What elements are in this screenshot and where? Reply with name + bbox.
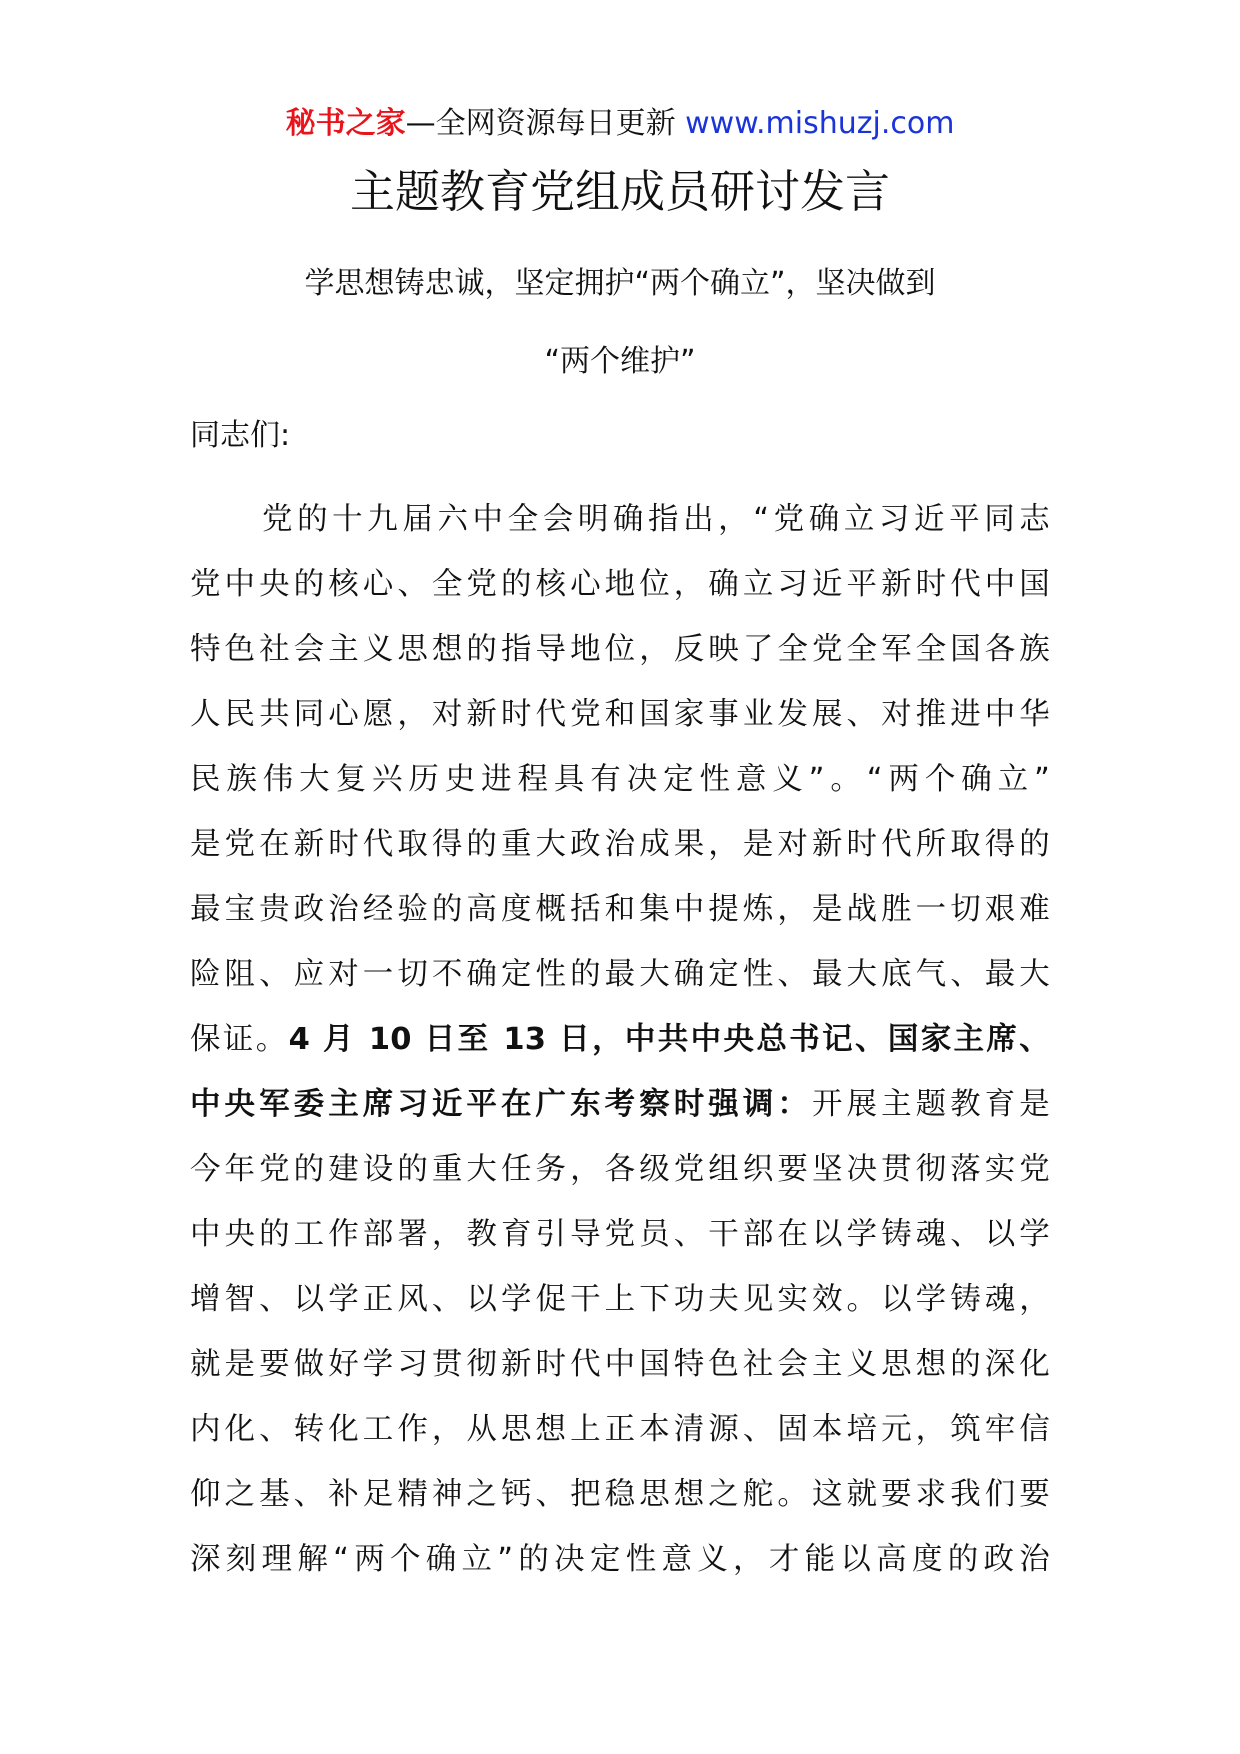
header-tagline: —全网资源每日更新 (405, 106, 686, 141)
paragraph-line: 党的十九届六中全会明确指出，“党确立习近平同志 (262, 502, 1050, 537)
paragraph-line: 内化、转化工作，从思想上正本清源、固本培元，筑牢信 (190, 1412, 1050, 1447)
brand-name: 秘书之家 (285, 106, 406, 141)
bold-emphasis-text: 中央军委主席习近平在广东考察时强调： (190, 1087, 812, 1122)
paragraph-line: 特色社会主义思想的指导地位，反映了全党全军全国各族 (190, 632, 1050, 667)
paragraph-line: 今年党的建设的重大任务，各级党组织要坚决贯彻落实党 (190, 1152, 1050, 1187)
paragraph-line: 深刻理解“两个确立”的决定性意义，才能以高度的政治 (190, 1542, 1050, 1577)
paragraph-line: 险阻、应对一切不确定性的最大确定性、最大底气、最大 (190, 957, 1050, 992)
paragraph-line: 就是要做好学习贯彻新时代中国特色社会主义思想的深化 (190, 1347, 1050, 1382)
document-title: 主题教育党组成员研讨发言 (349, 165, 890, 218)
paragraph-line: 增智、以学正风、以学促干上下功夫见实效。以学铸魂， (190, 1282, 1050, 1317)
paragraph-line: 党中央的核心、全党的核心地位，确立习近平新时代中国 (190, 567, 1050, 602)
document-subtitle-line-2: “两个维护” (544, 344, 696, 379)
site-header (0, 102, 1240, 146)
paragraph-line: 民族伟大复兴历史进程具有决定性意义”。“两个确立” (190, 762, 1050, 797)
paragraph-line-mixed (190, 1072, 1050, 1137)
salutation: 同志们: (190, 418, 291, 453)
paragraph-line: 仰之基、补足精神之钙、把稳思想之舵。这就要求我们要 (190, 1477, 1050, 1512)
paragraph-text: 保证。 (190, 1022, 289, 1057)
site-url-link[interactable]: www.mishuzj.com (685, 106, 955, 141)
paragraph-line: 最宝贵政治经验的高度概括和集中提炼，是战胜一切艰难 (190, 892, 1050, 927)
paragraph-line: 是党在新时代取得的重大政治成果，是对新时代所取得的 (190, 827, 1050, 862)
paragraph-line-mixed (190, 1007, 1050, 1072)
paragraph-line: 人民共同心愿，对新时代党和国家事业发展、对推进中华 (190, 697, 1050, 732)
body-paragraph (190, 487, 1050, 1592)
paragraph-text: 开展主题教育是 (811, 1087, 1050, 1122)
bold-emphasis-text: 4 月 10 日至 13 日，中共中央总书记、国家主席、 (288, 1022, 1050, 1057)
paragraph-line: 中央的工作部署，教育引导党员、干部在以学铸魂、以学 (190, 1217, 1050, 1252)
document-subtitle-line-1: 学思想铸忠诚，坚定拥护“两个确立”，坚决做到 (304, 266, 936, 301)
